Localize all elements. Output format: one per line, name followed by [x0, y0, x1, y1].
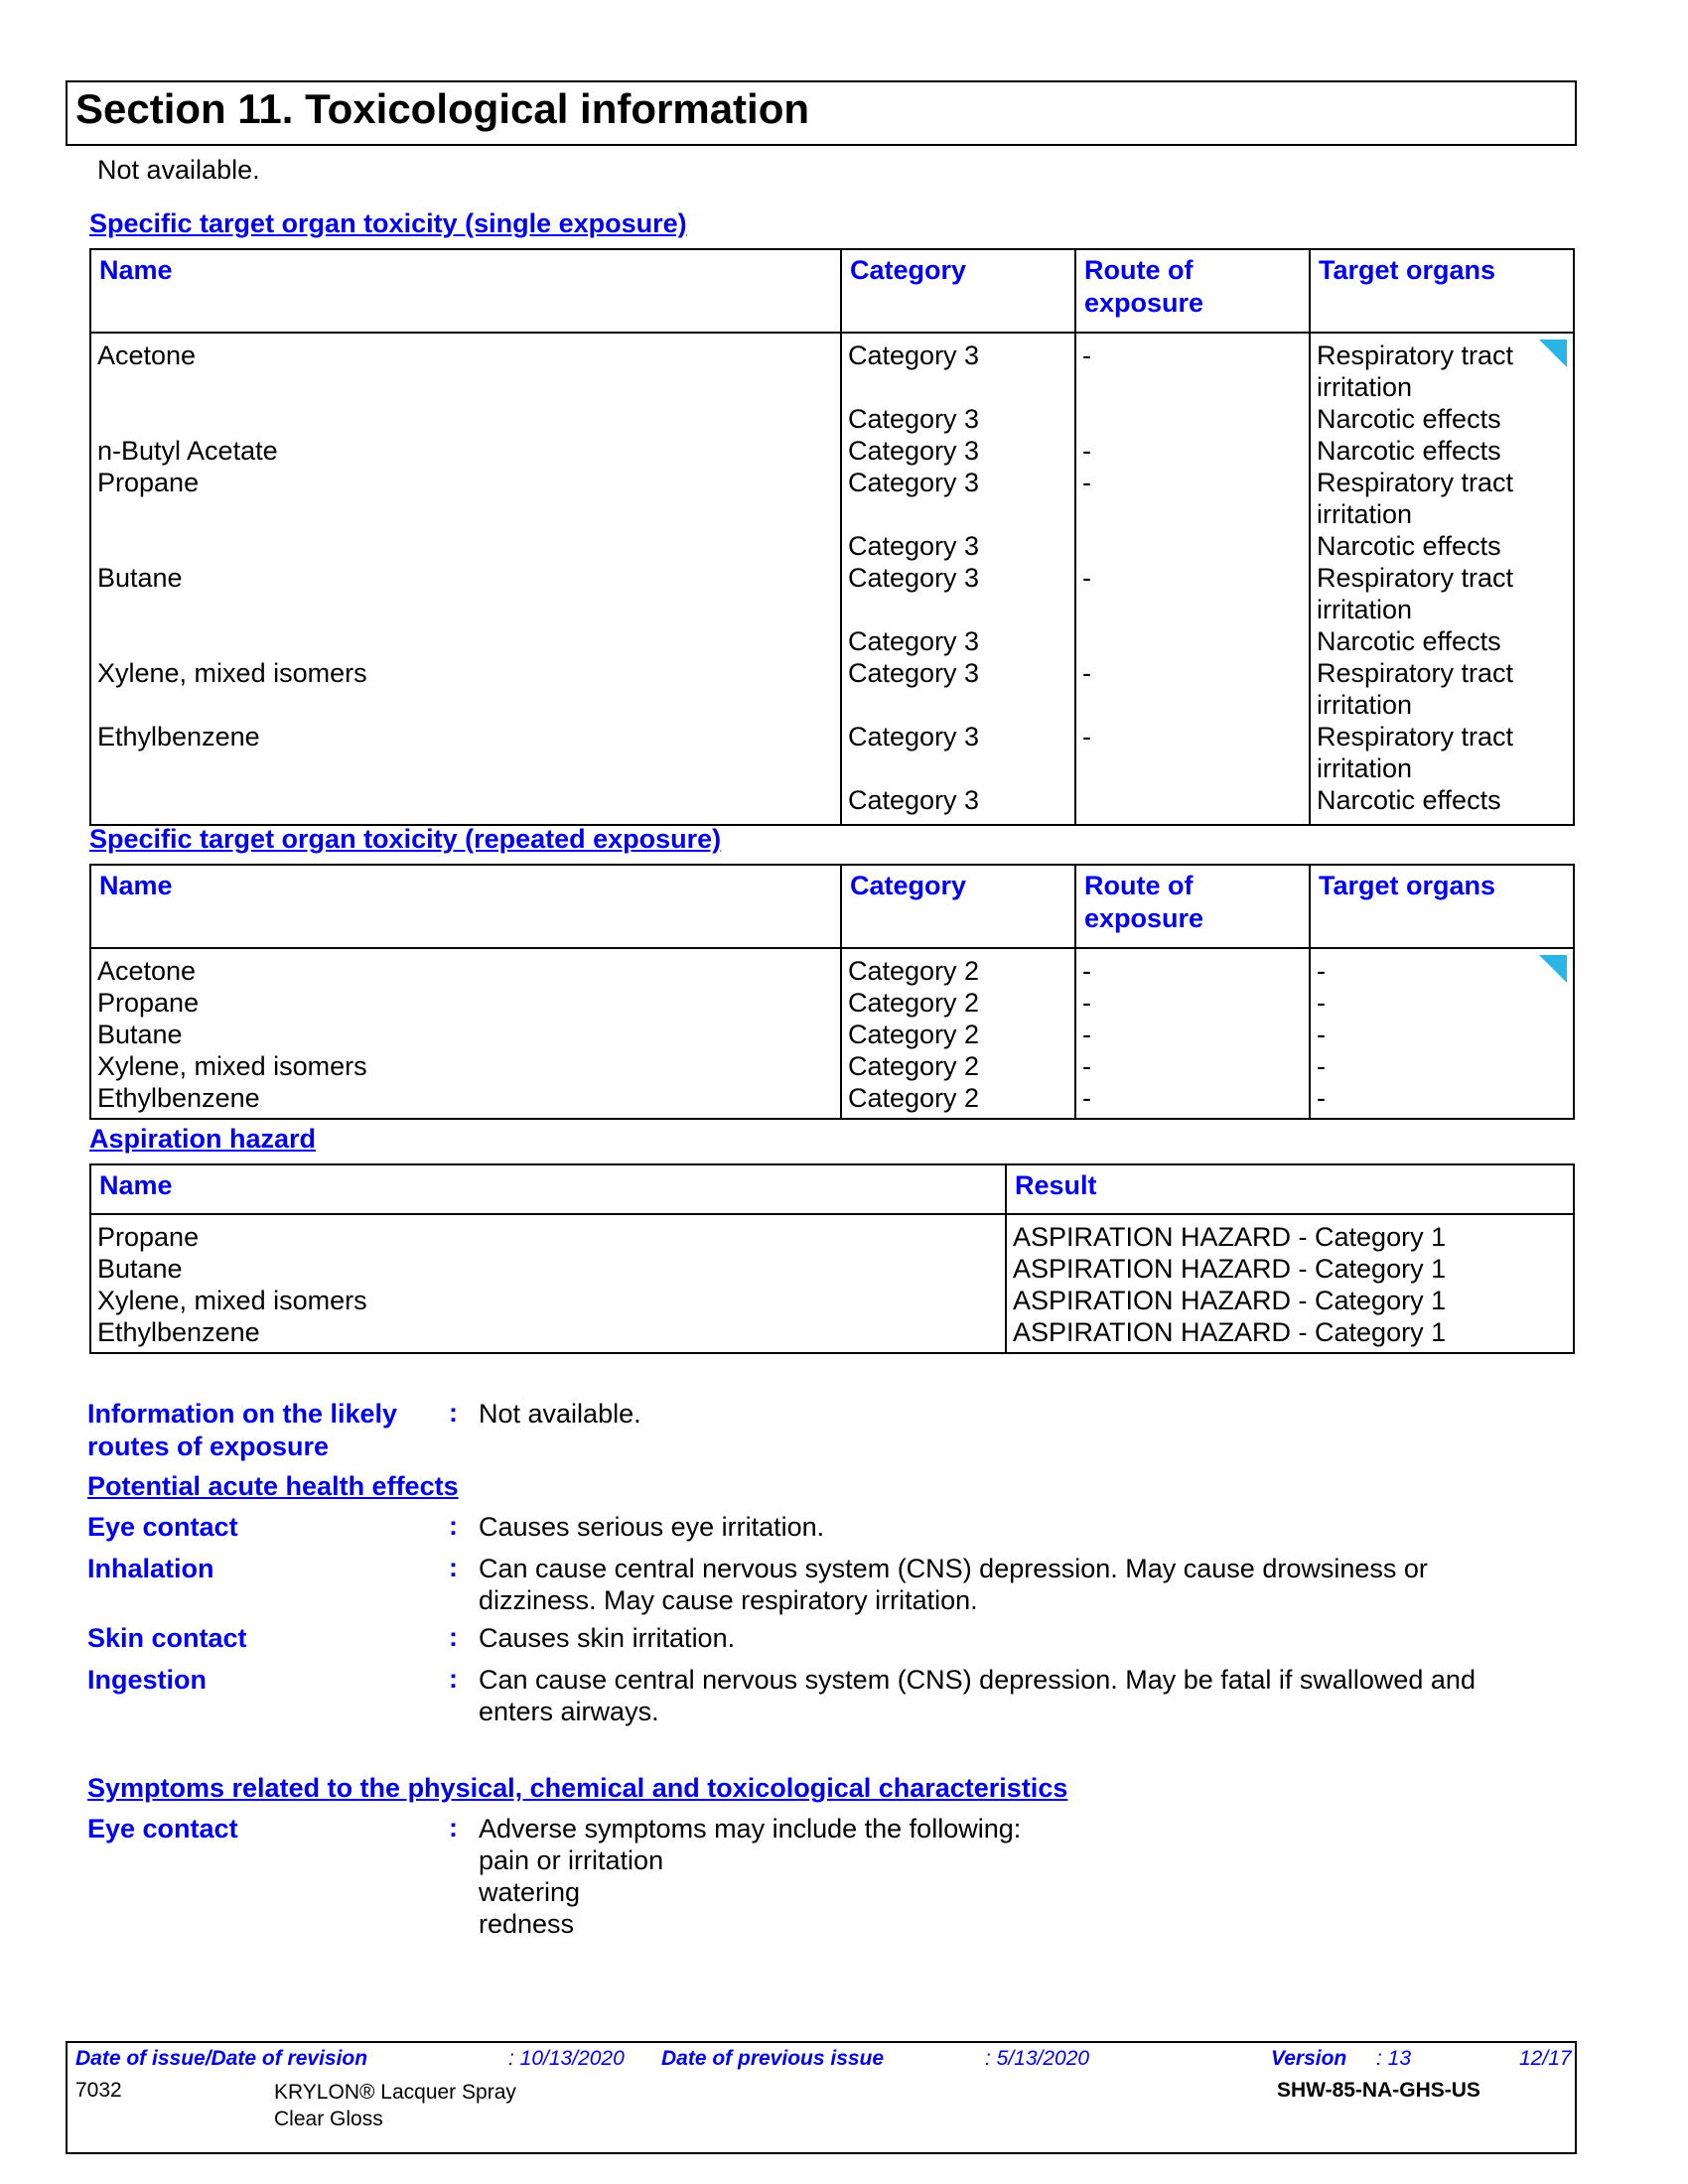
list-item: Narcotic effects	[1317, 436, 1501, 466]
symptoms-eye-label: Eye contact	[87, 1814, 238, 1843]
list-item: Butane	[97, 1020, 183, 1049]
list-item: -	[1082, 341, 1091, 370]
list-item: Propane	[97, 988, 200, 1018]
aspiration-heading[interactable]: Aspiration hazard	[89, 1124, 317, 1154]
list-item	[848, 689, 1068, 721]
list-item: -	[1317, 988, 1326, 1018]
symptoms-heading[interactable]: Symptoms related to the physical, chemical and toxicological characteristics	[87, 1773, 1068, 1803]
list-item: Adverse symptoms may include the following:	[479, 1814, 1022, 1843]
list-item: Ethylbenzene	[97, 1083, 260, 1113]
footer-issue-label: Date of issue/Date of revision	[75, 2047, 368, 2070]
list-item: Respiratory tract	[1317, 658, 1514, 688]
list-item: Category 3	[848, 626, 980, 656]
acute-skin-value: Causes skin irritation.	[479, 1623, 736, 1653]
list-item	[848, 498, 1068, 530]
footer-page-number: 12/17	[1519, 2047, 1572, 2070]
list-item: Category 3	[848, 563, 980, 593]
footer-code: 7032	[75, 2079, 122, 2102]
footer-issue-value: : 10/13/2020	[508, 2047, 625, 2070]
list-item: irritation	[1317, 499, 1413, 529]
section-title: Section 11. Toxicological information	[75, 85, 810, 132]
list-item: Category 2	[848, 988, 980, 1018]
footer-version-label: Version	[1271, 2047, 1347, 2070]
footer-prev-value: : 5/13/2020	[985, 2047, 1090, 2070]
acute-ingestion-label: Ingestion	[87, 1665, 207, 1695]
routes-colon: :	[449, 1398, 458, 1428]
list-item	[97, 689, 834, 721]
list-item	[1082, 371, 1303, 403]
list-item: redness	[479, 1909, 575, 1939]
list-item: Category 3	[848, 468, 980, 497]
list-item: Butane	[97, 563, 183, 593]
footer-product: KRYLON® Lacquer Spray Clear Gloss	[274, 2081, 516, 2130]
list-item: Acetone	[97, 341, 197, 370]
name-column	[90, 333, 841, 825]
col-header-target: Target organs	[1310, 249, 1574, 333]
list-item: Xylene, mixed isomers	[97, 1051, 367, 1081]
list-item: -	[1082, 722, 1091, 751]
symptoms-eye-lines	[479, 1813, 1021, 1940]
list-item: Category 3	[848, 404, 980, 434]
list-item: -	[1082, 658, 1091, 688]
category-column	[841, 948, 1075, 1119]
list-item	[97, 530, 834, 562]
list-item: Propane	[97, 1222, 200, 1252]
list-item	[1082, 498, 1303, 530]
colon: :	[449, 1553, 458, 1582]
target-column	[1310, 948, 1574, 1119]
list-item	[1082, 625, 1303, 657]
list-item: pain or irritation	[479, 1845, 664, 1875]
colon: :	[449, 1622, 458, 1652]
acute-inhalation-label: Inhalation	[87, 1554, 214, 1583]
acute-eye-label: Eye contact	[87, 1512, 238, 1542]
list-item: Category 2	[848, 956, 980, 986]
list-item	[97, 784, 834, 816]
routes-label: Information on the likely routes of exposure	[87, 1399, 398, 1461]
list-item: Respiratory tract	[1317, 722, 1514, 751]
list-item	[97, 752, 834, 784]
stot-repeated-heading[interactable]: Specific target organ toxicity (repeated exposure)	[89, 824, 722, 854]
list-item: Narcotic effects	[1317, 531, 1501, 561]
list-item: -	[1082, 988, 1091, 1018]
list-item: -	[1317, 1020, 1326, 1049]
list-item	[97, 498, 834, 530]
list-item: Xylene, mixed isomers	[97, 1286, 367, 1315]
list-item: Respiratory tract	[1317, 341, 1514, 370]
list-item	[97, 625, 834, 657]
category-column	[841, 333, 1075, 825]
list-item: Category 2	[848, 1083, 980, 1113]
col-header-route: Route of exposure	[1075, 865, 1310, 948]
list-item: irritation	[1317, 753, 1413, 783]
list-item: Narcotic effects	[1317, 404, 1501, 434]
acute-eye-value: Causes serious eye irritation.	[479, 1512, 825, 1542]
list-item: ASPIRATION HAZARD - Category 1	[1013, 1286, 1447, 1315]
list-item: Xylene, mixed isomers	[97, 658, 367, 688]
acute-inhalation-value: Can cause central nervous system (CNS) depression. May cause drowsiness or dizziness. May cause respiratory irritation.	[479, 1554, 1428, 1615]
list-item: Category 3	[848, 785, 980, 815]
colon: :	[449, 1511, 458, 1541]
target-column	[1310, 333, 1574, 825]
list-item: -	[1082, 1020, 1091, 1049]
list-item: -	[1082, 468, 1091, 497]
list-item	[97, 403, 834, 435]
acute-ingestion-value: Can cause central nervous system (CNS) depression. May be fatal if swallowed and enters airways.	[479, 1665, 1476, 1726]
col-header-category: Category	[841, 865, 1075, 948]
list-item: Category 2	[848, 1051, 980, 1081]
list-item: Category 3	[848, 658, 980, 688]
col-header-name: Name	[90, 1164, 1006, 1214]
col-header-route: Route of exposure	[1075, 249, 1310, 333]
list-item: Ethylbenzene	[97, 722, 260, 751]
acute-skin-label: Skin contact	[87, 1623, 247, 1653]
name-column	[90, 948, 841, 1119]
list-item: Ethylbenzene	[97, 1317, 260, 1347]
list-item	[1082, 752, 1303, 784]
list-item: -	[1082, 563, 1091, 593]
list-item: -	[1317, 1083, 1326, 1113]
footer-version-value: : 13	[1376, 2047, 1412, 2070]
list-item: irritation	[1317, 690, 1413, 720]
col-header-category: Category	[841, 249, 1075, 333]
footer-doc-id: SHW-85-NA-GHS-US	[1277, 2079, 1480, 2102]
col-header-name: Name	[90, 249, 841, 333]
list-item: -	[1082, 1083, 1091, 1113]
list-item: irritation	[1317, 595, 1413, 624]
list-item: Category 3	[848, 436, 980, 466]
list-item	[848, 752, 1068, 784]
route-column	[1075, 333, 1310, 825]
list-item: ASPIRATION HAZARD - Category 1	[1013, 1254, 1447, 1284]
result-column	[1006, 1214, 1574, 1353]
list-item: Category 2	[848, 1020, 980, 1049]
list-item: -	[1317, 1051, 1326, 1081]
list-item: watering	[479, 1877, 581, 1907]
col-header-name: Name	[90, 865, 841, 948]
route-column	[1075, 948, 1310, 1119]
list-item: ASPIRATION HAZARD - Category 1	[1013, 1222, 1447, 1252]
top-note: Not available.	[97, 155, 260, 185]
routes-value: Not available.	[479, 1399, 641, 1429]
list-item: Acetone	[97, 956, 197, 986]
list-item: Category 3	[848, 722, 980, 751]
list-item: Category 3	[848, 341, 980, 370]
footer-prev-label: Date of previous issue	[661, 2047, 885, 2070]
col-header-target: Target organs	[1310, 865, 1574, 948]
list-item	[1082, 784, 1303, 816]
list-item: -	[1082, 1051, 1091, 1081]
aspiration-table	[89, 1163, 1575, 1354]
list-item: Narcotic effects	[1317, 785, 1501, 815]
list-item	[848, 594, 1068, 625]
list-item	[1082, 594, 1303, 625]
list-item	[1082, 403, 1303, 435]
stot-repeated-table	[89, 864, 1575, 1120]
col-header-result: Result	[1006, 1164, 1574, 1214]
list-item: Butane	[97, 1254, 183, 1284]
list-item	[1082, 530, 1303, 562]
stot-single-table	[89, 248, 1575, 826]
comment-marker-icon[interactable]	[1539, 955, 1567, 983]
colon: :	[449, 1813, 458, 1843]
list-item	[1082, 689, 1303, 721]
acute-heading[interactable]: Potential acute health effects	[87, 1471, 459, 1501]
comment-marker-icon[interactable]	[1539, 340, 1567, 367]
list-item: ASPIRATION HAZARD - Category 1	[1013, 1317, 1447, 1347]
list-item: -	[1082, 436, 1091, 466]
list-item: Propane	[97, 468, 200, 497]
stot-single-heading[interactable]: Specific target organ toxicity (single exposure)	[89, 208, 687, 238]
name-column	[90, 1214, 1006, 1353]
list-item	[97, 594, 834, 625]
colon: :	[449, 1664, 458, 1694]
list-item: irritation	[1317, 372, 1413, 402]
list-item: -	[1082, 956, 1091, 986]
list-item	[97, 371, 834, 403]
list-item: -	[1317, 956, 1326, 986]
list-item: n-Butyl Acetate	[97, 436, 278, 466]
list-item: Category 3	[848, 531, 980, 561]
list-item: Respiratory tract	[1317, 563, 1514, 593]
list-item: Respiratory tract	[1317, 468, 1514, 497]
list-item: Narcotic effects	[1317, 626, 1501, 656]
list-item	[848, 371, 1068, 403]
